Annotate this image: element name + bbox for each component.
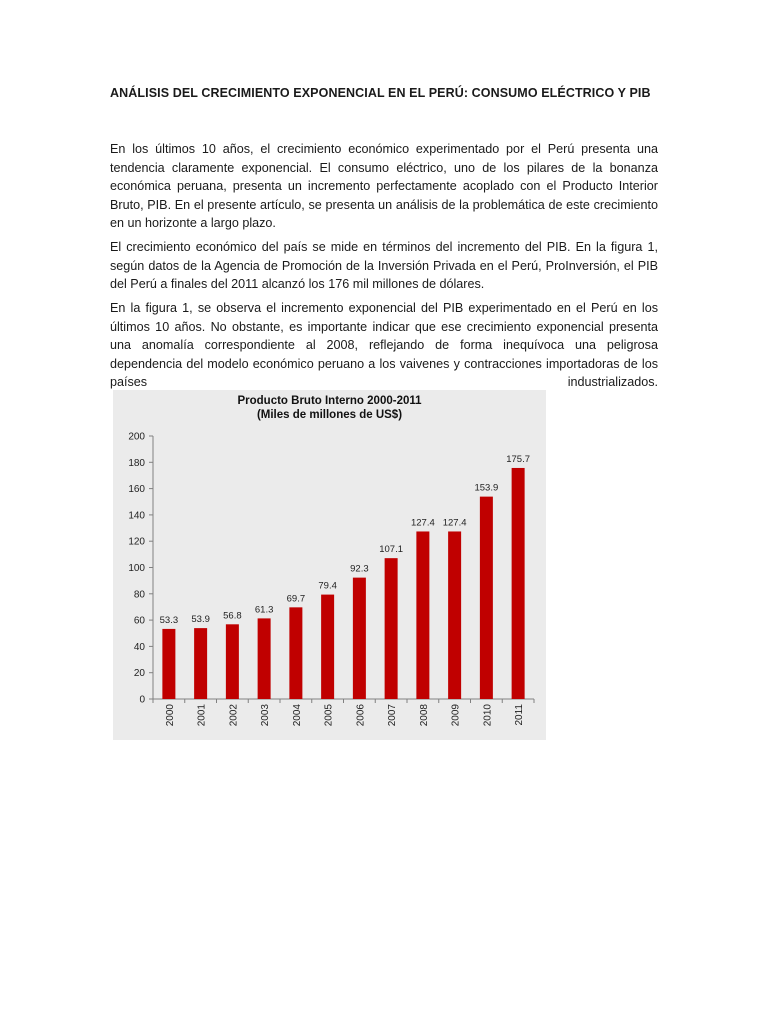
bar-2005 bbox=[321, 595, 334, 699]
paragraph-pib: El crecimiento económico del país se mide en términos del incremento del PIB. En la figura 1, según datos de la Agencia de Promoción de la Inversión Privada en el Perú, ProInversión, el PIB del Perú a finales del 2011 alcanzó los 176 mil millones de dólares. bbox=[110, 240, 658, 292]
bar-2008 bbox=[416, 531, 429, 699]
bar-2004 bbox=[289, 607, 302, 699]
data-label-2011: 175.7 bbox=[506, 453, 531, 465]
y-tick-label: 160 bbox=[128, 484, 145, 496]
chart-subtitle: (Miles de millones de US$) bbox=[256, 409, 403, 421]
x-tick-label-2004: 2004 bbox=[291, 704, 303, 727]
x-tick-label-2005: 2005 bbox=[323, 704, 335, 727]
y-tick-label: 120 bbox=[128, 536, 145, 548]
data-label-2002: 56.8 bbox=[223, 610, 242, 622]
x-tick-label-2011: 2011 bbox=[514, 704, 526, 726]
bar-2009 bbox=[448, 531, 461, 699]
data-label-2001: 53.9 bbox=[191, 614, 210, 626]
data-label-2000: 53.3 bbox=[159, 614, 179, 626]
bar-2001 bbox=[194, 628, 207, 699]
bar-2003 bbox=[258, 618, 271, 699]
y-tick-label: 180 bbox=[128, 457, 145, 469]
paragraph-figure-analysis: En la figura 1, se observa el incremento exponencial del PIB experimentado en el Perú en los últimos 10 años. No obstante, es importante indicar que ese crecimiento exponencial presenta una anomalía correspondiente al 2008, reflejando de forma inequívoca una peligrosa dependencia del modelo económico peruano a los vaivenes y contracciones importadoras de los países industrializados. bbox=[110, 301, 658, 390]
x-tick-label-2001: 2001 bbox=[196, 704, 208, 727]
data-label-2010: 153.9 bbox=[474, 482, 499, 494]
y-tick-label: 100 bbox=[128, 563, 145, 574]
data-label-2004: 69.7 bbox=[286, 593, 306, 605]
data-label-2008: 127.4 bbox=[410, 517, 435, 529]
bar-2006 bbox=[353, 578, 366, 699]
x-tick-label-2008: 2008 bbox=[418, 704, 430, 727]
bar-2010 bbox=[480, 497, 493, 699]
document-title: ANÁLISIS DEL CRECIMIENTO EXPONENCIAL EN EL PERÚ: CONSUMO ELÉCTRICO Y PIB bbox=[110, 86, 651, 100]
data-label-2003: 61.3 bbox=[254, 604, 274, 616]
y-tick-label: 140 bbox=[128, 510, 145, 522]
x-tick-label-2010: 2010 bbox=[482, 704, 494, 727]
bar-2011 bbox=[512, 468, 525, 699]
x-tick-label-2002: 2002 bbox=[228, 704, 240, 727]
data-label-2009: 127.4 bbox=[442, 517, 467, 529]
data-label-2006: 92.3 bbox=[350, 563, 369, 575]
figure-1-pib-chart bbox=[113, 390, 546, 740]
x-tick-label-2000: 2000 bbox=[164, 704, 176, 727]
y-tick-label: 40 bbox=[133, 641, 145, 653]
x-tick-label-2006: 2006 bbox=[355, 704, 367, 727]
x-tick-label-2009: 2009 bbox=[450, 704, 462, 727]
bar-chart-svg bbox=[113, 390, 546, 740]
y-tick-label: 20 bbox=[133, 668, 145, 680]
y-tick-label: 80 bbox=[133, 589, 145, 601]
bar-2002 bbox=[226, 624, 239, 699]
chart-title: Producto Bruto Interno 2000-2011 bbox=[237, 395, 422, 407]
y-tick-label: 60 bbox=[133, 615, 145, 627]
y-tick-label: 200 bbox=[128, 431, 145, 443]
data-label-2007: 107.1 bbox=[379, 544, 404, 556]
x-tick-label-2003: 2003 bbox=[260, 704, 272, 727]
paragraph-intro: En los últimos 10 años, el crecimiento económico experimentado por el Perú presenta una tendencia claramente exponencial. El consumo eléctrico, uno de los pilares de la bonanza económica peruana, presenta un incremento perfectamente acoplado con el Producto Interior Bruto, PIB. En el presente artículo, se presenta un análisis de la problemática de este crecimiento en un horizonte a largo plazo. bbox=[110, 142, 658, 231]
x-tick-label-2007: 2007 bbox=[387, 704, 399, 727]
bar-2000 bbox=[162, 629, 175, 699]
y-tick-label: 0 bbox=[139, 694, 145, 706]
bar-2007 bbox=[385, 558, 398, 699]
data-label-2005: 79.4 bbox=[318, 580, 337, 592]
